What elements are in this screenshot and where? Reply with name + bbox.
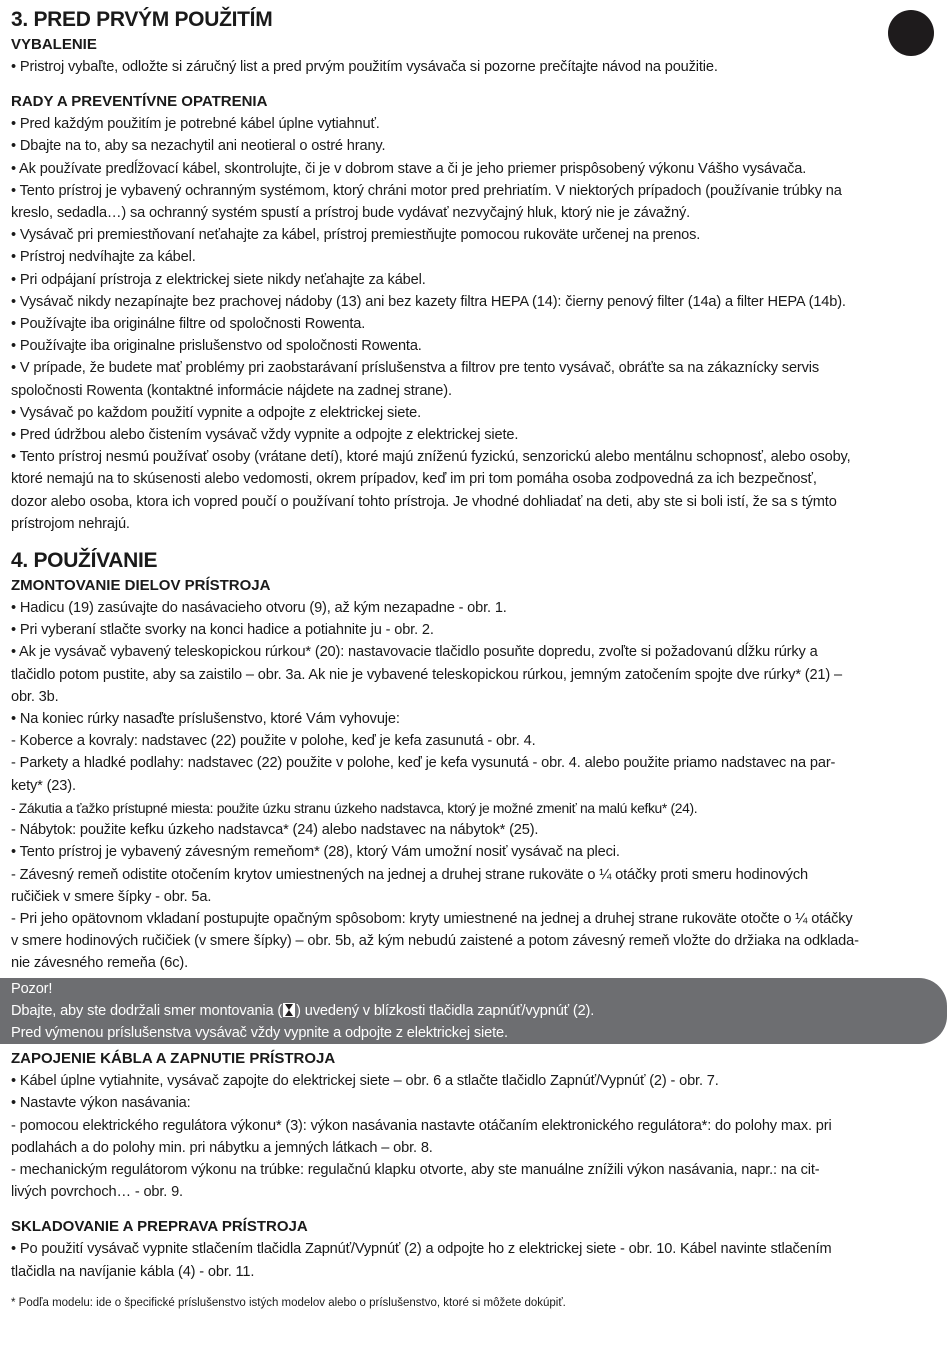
text-line: • Nastavte výkon nasávania: bbox=[11, 1095, 191, 1112]
section-3-title: 3. PRED PRVÝM POUŽITÍM bbox=[11, 8, 273, 31]
warning-line: Pred výmenou príslušenstva vysávač vždy vypnite a odpojte z elektrickej siete. bbox=[11, 1024, 508, 1041]
text-line: - pomocou elektrického regulátora výkonu* (3): výkon nasávania nastavte otáčaním elektronického regulátora*: do polohy max. pri bbox=[11, 1117, 832, 1134]
text-line: • Používajte iba originalne prislušenstvo od spoločnosti Rowenta. bbox=[11, 338, 422, 355]
hourglass-icon bbox=[283, 1003, 295, 1017]
text-line: kreslo, sedadla…) sa ochranný systém spustí a prístroj bude vydávať nezvyčajný hluk, ktorý nie je závažný. bbox=[11, 205, 691, 222]
warning-line bbox=[11, 1000, 947, 1022]
warning-text-after: ) uvedený v blízkosti tlačidla zapnúť/vypnúť (2). bbox=[296, 1002, 595, 1019]
text-line: tlačidlo potom pustite, aby sa zaistilo – obr. 3a. Ak nie je vybavené teleskopickou rúrkou, jemným zatočením spojte dve rúrky* (21) – bbox=[11, 666, 842, 683]
text-line: • Kábel úplne vytiahnite, vysávač zapojte do elektrickej siete – obr. 6 a stlačte tlačidlo Zapnúť/Vypnúť (2) - obr. 7. bbox=[11, 1073, 719, 1090]
assembly-text bbox=[11, 597, 936, 974]
text-line: dozor alebo osoba, ktora ich vopred poučí o používaní tohto prístroja. Je vhodné dohliadať na deti, aby ste si boli istí, že sa s týmto bbox=[11, 493, 837, 510]
storage-heading: SKLADOVANIE A PREPRAVA PRÍSTROJA bbox=[11, 1218, 308, 1236]
text-line: • Dbajte na to, aby sa nezachytil ani neotieral o ostré hrany. bbox=[11, 138, 386, 155]
section-4-title: 4. POUŽÍVANIE bbox=[11, 549, 158, 573]
text-line: • Vysávač po každom použití vypnite a odpojte z elektrickej siete. bbox=[11, 404, 421, 421]
text-line: • V prípade, že budete mať problémy pri zaobstarávaní príslušenstva a filtrov pre tento vysávač, obráťte sa na zákaznícky servis bbox=[11, 360, 820, 377]
unpacking-heading: VYBALENIE bbox=[11, 36, 97, 53]
text-line: • Prístroj nedvíhajte za kábel. bbox=[11, 249, 196, 266]
text-line: obr. 3b. bbox=[11, 688, 59, 705]
text-line: • Pred každým použitím je potrebné kábel úplne vytiahnuť. bbox=[11, 116, 380, 133]
text-line: livých povrchoch… - obr. 9. bbox=[11, 1184, 183, 1201]
text-line: spoločnosti Rowenta (kontaktné informácie nájdete na zadnej strane). bbox=[11, 382, 452, 399]
text-line: - Zákutia a ťažko prístupné miesta: použite úzku stranu úzkeho nadstavca, ktorý je možné zmeniť na malú kefku* (24). bbox=[11, 799, 698, 816]
text-line: • Hadicu (19) zasúvajte do nasávacieho otvoru (9), až kým nezapadne - obr. 1. bbox=[11, 600, 507, 617]
text-line: - Nábytok: použite kefku úzkeho nadstavca* (24) alebo nadstavec na nábytok* (25). bbox=[11, 822, 539, 839]
text-line: nie závesného remeňa (6c). bbox=[11, 955, 188, 972]
text-line: ručičiek v smere šípky - obr. 5a. bbox=[11, 888, 212, 905]
warning-title: Pozor! bbox=[11, 980, 53, 997]
text-line: - Koberce a kovraly: nadstavec (22) použite v polohe, keď je kefa zasunutá - obr. 4. bbox=[11, 733, 536, 750]
text-line: • Používajte iba originálne filtre od spoločnosti Rowenta. bbox=[11, 316, 366, 333]
text-line: - Závesný remeň odistite otočením krytov umiestnených na jednej a druhej strane rukoväte o ¼ otáčky proti smeru hodinových bbox=[11, 866, 808, 883]
assembly-heading: ZMONTOVANIE DIELOV PRÍSTROJA bbox=[11, 577, 271, 595]
text-line: kety* (23). bbox=[11, 777, 76, 794]
warning-notice-box bbox=[0, 978, 947, 1045]
text-line: • Pri odpájaní prístroja z elektrickej siete nikdy neťahajte za kábel. bbox=[11, 271, 426, 288]
text-line: • Po použití vysávač vypnite stlačením tlačidla Zapnúť/Vypnúť (2) a odpojte ho z elektrickej siete - obr. 10. Kábel navinte stlačením bbox=[11, 1241, 832, 1258]
text-line: • Ak je vysávač vybavený teleskopickou rúrkou* (20): nastavovacie tlačidlo posuňte dopredu, zvoľte si požadovanú dĺžku rúrky a bbox=[11, 644, 818, 661]
power-heading: ZAPOJENIE KÁBLA A ZAPNUTIE PRÍSTROJA bbox=[11, 1050, 336, 1068]
advice-text bbox=[11, 113, 936, 535]
text-line: • Pri vyberaní stlačte svorky na konci hadice a potiahnite ju - obr. 2. bbox=[11, 622, 434, 639]
storage-text bbox=[11, 1238, 936, 1282]
text-line: - Pri jeho opätovnom vkladaní postupujte opačným spôsobom: kryty umiestnené na jednej a druhej strane rukoväte otočte o ¼ otáčky bbox=[11, 910, 853, 927]
text-line: • Vysávač nikdy nezapínajte bez prachovej nádoby (13) ani bez kazety filtra HEPA (14): čierny penový filter (14a) a filter HEPA (14b). bbox=[11, 293, 846, 310]
warning-text-before: Dbajte, aby ste dodržali smer montovania ( bbox=[11, 1002, 283, 1019]
text-line: v smere hodinových ručičiek (v smere šípky) – obr. 5b, až kým nebudú zaistené a potom závesný remeň vložte do držiaka na odklada- bbox=[11, 933, 859, 950]
advice-heading: RADY A PREVENTÍVNE OPATRENIA bbox=[11, 93, 268, 111]
text-line: podlahách a do polohy min. pri nábytku a jemných látkach – obr. 8. bbox=[11, 1139, 433, 1156]
text-line: • Na koniec rúrky nasaďte príslušenstvo, ktoré Vám vyhovuje: bbox=[11, 711, 400, 728]
text-line: tlačidla na navíjanie kábla (4) - obr. 11. bbox=[11, 1263, 255, 1280]
text-line: • Tento prístroj je vybavený ochranným systémom, ktorý chráni motor pred prehriatím. V niektorých prípadoch (používanie trúbky na bbox=[11, 182, 842, 199]
power-text bbox=[11, 1070, 936, 1203]
text-line: • Tento prístroj nesmú používať osoby (vrátane detí), ktoré majú zníženú fyzickú, senzorickú alebo mentálnu schopnosť, alebo osoby, bbox=[11, 449, 851, 466]
manual-page bbox=[11, 6, 936, 1311]
text-line: • Vysávač pri premiestňovaní neťahajte za kábel, prístroj premiestňujte pomocou rukoväte určenej na prenos. bbox=[11, 227, 701, 244]
unpacking-text bbox=[11, 56, 936, 78]
text-line: ktoré nemajú na to skúsenosti alebo vedomosti, okrem prípadov, keď im pri tom pomáha osoba zodpovedná za ich bezpečnosť, bbox=[11, 471, 817, 488]
footnote: * Podľa modelu: ide o špecifické príslušenstvo istých modelov alebo o príslušenstvo, ktoré si môžete dokúpiť. bbox=[11, 1296, 566, 1309]
text-line: - mechanickým regulátorom výkonu na trúbke: regulačnú klapku otvorte, aby ste manuálne znížili výkon nasávania, napr.: na cit- bbox=[11, 1161, 820, 1178]
text-line: - Parkety a hladké podlahy: nadstavec (22) použite v polohe, keď je kefa vysunutá - obr. 4. alebo použite priamo nadstavec na par- bbox=[11, 755, 836, 772]
text-line: prístrojom nehrajú. bbox=[11, 515, 130, 532]
text-line: • Tento prístroj je vybavený závesným remeňom* (28), ktorý Vám umožní nosiť vysávač na pleci. bbox=[11, 844, 620, 861]
text-line: • Ak používate predĺžovací kábel, skontrolujte, či je v dobrom stave a či je jeho priemer prispôsobený výkonu Vášho vysávača. bbox=[11, 160, 807, 177]
text-line: • Pred údržbou alebo čistením vysávač vždy vypnite a odpojte z elektrickej siete. bbox=[11, 427, 519, 444]
text-line: • Pristroj vybaľte, odložte si záručný list a pred prvým použitím vysávača si pozorne prečítajte návod na použitie. bbox=[11, 59, 718, 75]
